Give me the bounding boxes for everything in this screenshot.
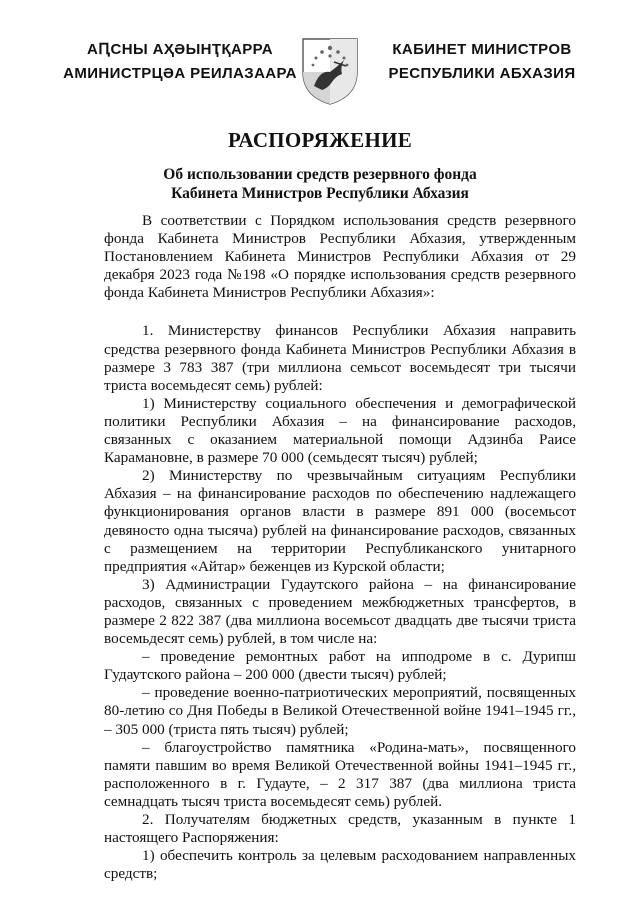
paragraph-2: 2. Получателям бюджетных средств, указанным в пункте 1 настоящего Распоряжения:: [104, 811, 576, 847]
paragraph-1-2: 2) Министерству по чрезвычайным ситуациям Республики Абхазия – на финансирование расходов по обеспечению надлежащего функционирования органов власти в размере 891 000 (восемьсот девяносто одна тысяча) рублей на финансирование расходов, связанных с размещением на территории Республиканского унитарного предприятия «Айтар» беженцев из Курской области;: [104, 467, 576, 575]
header-abkhaz-line1: АԤСНЫ АҲӘЫНҬҚАРРА: [87, 41, 273, 58]
paragraph-1: 1. Министерству финансов Республики Абхазия направить средства резервного фонда Кабинета Министров Республики Абхазия в размере 3 783 387 (три миллиона семьсот восемьдесят три тысячи триста восемьдесят семь) рублей:: [104, 322, 576, 394]
header-abkhaz: [60, 38, 300, 86]
header-russian: [362, 38, 602, 86]
paragraph-1-1: 1) Министерству социального обеспечения и демографической политики Республики Абхазия – на финансирование расходов, связанных с оказанием материальной помощи Адзинба Раисе Карамановне, в размере 70 000 (семьдесят тысяч) рублей;: [104, 394, 576, 467]
paragraph-1-3-b: – проведение военно-патриотических мероприятий, посвященных 80-летию со Дня Победы в Великой Отечественной войне 1941–1945 гг., – 305 000 (триста пять тысяч) рублей;: [104, 684, 576, 738]
header-abkhaz-line2: АМИНИСТРЦӘА РЕИЛАЗААРА: [63, 65, 297, 82]
subtitle-line2: Кабинета Министров Республики Абхазия: [171, 185, 469, 202]
paragraph-1-3: 3) Администрации Гудаутского района – на финансирование расходов, связанных с проведением межбюджетных трансфертов, в размере 2 822 387 (два миллиона восемьсот двадцать две тысячи триста восемьдесят семь) рублей, в том числе на:: [104, 575, 576, 648]
paragraph-1-3-c: – благоустройство памятника «Родина-мать», посвященного памяти павшим во время Великой Отечественной войны 1941–1945 гг., расположенного в г. Гудауте, – 2 317 387 (два миллиона триста семнадцать тысяч триста восемьдесят семь) рублей.: [104, 738, 576, 810]
coat-of-arms-emblem: [300, 36, 360, 106]
intro-paragraph: В соответствии с Порядком использования средств резервного фонда Кабинета Министров Республики Абхазия, утвержденным Постановлением Кабинета Министров Республики Абхазия от 29 декабря 2023 года №198 «О порядке использования средств резервного фонда Кабинета Министров Республики Абхазия»:: [104, 212, 576, 302]
subtitle-line1: Об использовании средств резервного фонда: [163, 166, 477, 183]
document-body: [104, 212, 576, 883]
paragraph-2-1: 1) обеспечить контроль за целевым расходованием направленных средств;: [104, 847, 576, 883]
header-russian-line2: РЕСПУБЛИКИ АБХАЗИЯ: [388, 65, 576, 82]
header-russian-line1: КАБИНЕТ МИНИСТРОВ: [392, 41, 572, 58]
paragraph-1-3-a: – проведение ремонтных работ на ипподроме в с. Дурипш Гудаутского района – 200 000 (двести тысяч) рублей;: [104, 648, 576, 684]
document-title: РАСПОРЯЖЕНИЕ: [227, 128, 413, 152]
document-subtitle: [0, 165, 640, 203]
